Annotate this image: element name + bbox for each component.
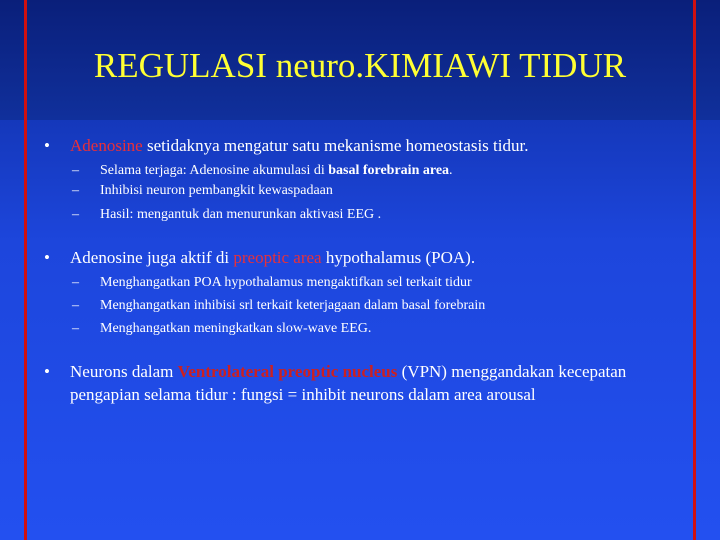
slide-title: REGULASI neuro.KIMIAWI TIDUR [93,46,627,85]
sub-item-text: Menghangatkan POA hypothalamus mengaktifkan sel terkait tidur [100,275,472,290]
bullet-text: Neurons dalam Ventrolateral preoptic nucleus (VPN) menggandakan kecepatan pengapian selama tidur : fungsi = inhibit neurons dalam area arousal [70,362,627,404]
dash-marker: – [72,207,79,222]
dash-marker: – [72,275,79,290]
sub-item-1-2 [72,181,662,201]
sub-item-2-2 [72,296,662,316]
bullet-text: Adenosine juga aktif di preoptic area hypothalamus (POA). [70,248,476,267]
sub-item-text: Hasil: mengantuk dan menurunkan aktivasi EEG . [100,207,382,222]
sub-item-1-3 [72,205,662,225]
bullet-marker: • [44,248,50,267]
bullet-marker: • [44,136,50,155]
bullet-marker: • [44,362,50,381]
sub-item-1-1 [72,161,662,181]
bullet-text: Adenosine setidaknya mengatur satu mekanisme homeostasis tidur. [70,136,529,155]
sub-item-text: Inhibisi neuron pembangkit kewaspadaan [100,183,333,198]
dash-marker: – [72,183,79,198]
sub-item-text: Menghangatkan inhibisi srl terkait keterjagaan dalam basal forebrain [100,298,486,313]
bullet-vpn [44,360,654,406]
dash-marker: – [72,321,79,336]
bullet-poa [44,246,654,269]
sub-item-text: Menghangatkan meningkatkan slow-wave EEG. [100,321,372,336]
highlight-ventrolateral-preoptic-nucleus: Ventrolateral preoptic nucleus [177,362,398,381]
basal-forebrain-bold: basal forebrain area [328,163,450,178]
dash-marker: – [72,298,79,313]
dash-marker: – [72,163,79,178]
highlight-adenosine: Adenosine [70,136,143,155]
sub-item-text: Selama terjaga: Adenosine akumulasi di basal forebrain area. [100,163,453,178]
sub-item-2-3 [72,319,662,339]
highlight-preoptic-area: preoptic area [233,248,322,267]
sub-item-2-1 [72,273,662,293]
bullet-adenosine [44,134,654,157]
